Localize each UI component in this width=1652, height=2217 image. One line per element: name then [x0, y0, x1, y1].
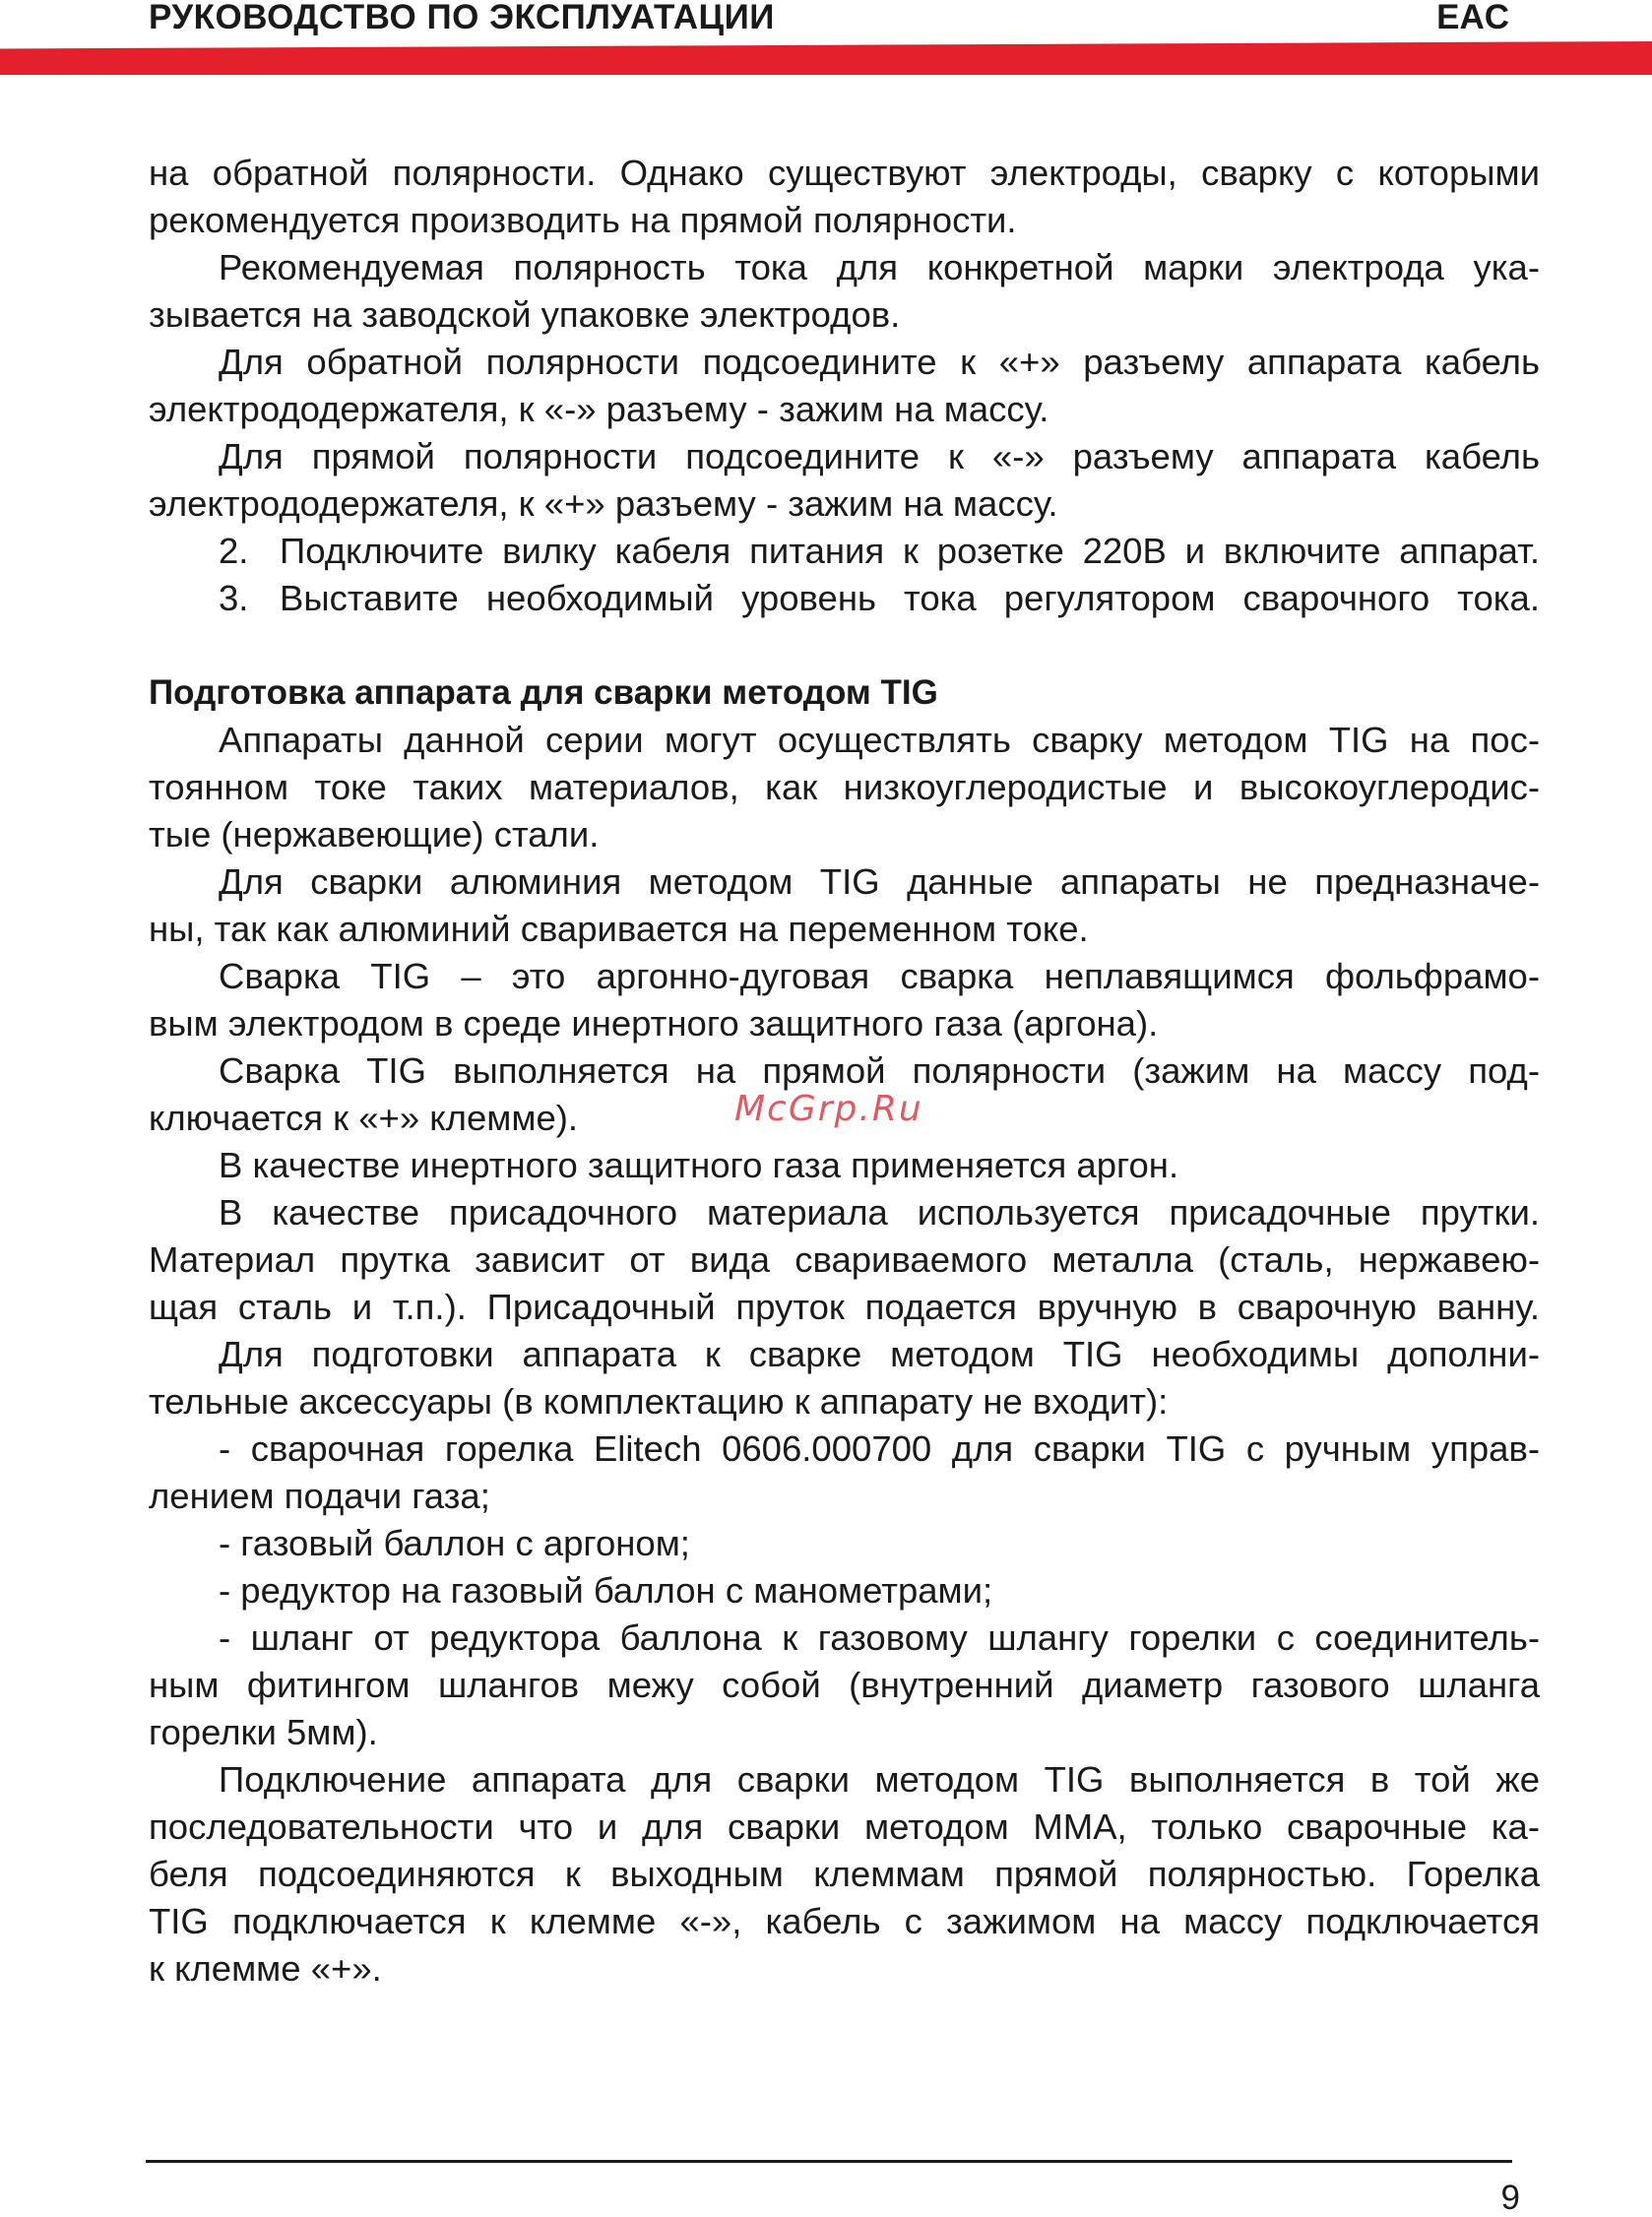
text-line: Сварка TIG – это аргонно-дуговая сварка неплавящимся фольфрамо-	[219, 956, 1540, 996]
text-line: электрододержателя, к «+» разъему - зажим на массу.	[149, 483, 1058, 524]
text-line: Аппараты данной серии могут осуществлять сварку методом TIG на пос-	[219, 720, 1540, 760]
section-heading: Подготовка аппарата для сварки методом TIG	[149, 673, 938, 712]
text-line: Материал прутка зависит от вида свариваемого металла (сталь, нержавею-	[149, 1239, 1540, 1280]
eac-mark: EAC	[1436, 0, 1509, 36]
footer-divider	[146, 2160, 1512, 2163]
step-text: Подключите вилку кабеля питания к розетке 220В и включите аппарат.	[280, 531, 1540, 571]
text-line: последовательности что и для сварки методом ММА, только сварочные ка-	[149, 1806, 1540, 1847]
text-line: щая сталь и т.п.). Присадочный пруток подается вручную в сварочную ванну.	[149, 1287, 1540, 1327]
text-line: Рекомендуемая полярность тока для конкретной марки электрода ука-	[219, 247, 1540, 287]
text-line: тоянном токе таких материалов, как низкоуглеродистые и высокоуглеродис-	[149, 767, 1540, 807]
text-line: ключается к «+» клемме).	[149, 1098, 579, 1138]
text-line: горелки 5мм).	[149, 1712, 378, 1752]
text-line: Для подготовки аппарата к сварке методом TIG необходимы дополни-	[219, 1334, 1540, 1374]
text-line: Для сварки алюминия методом TIG данные аппараты не предназначе-	[219, 861, 1540, 902]
text-line: тельные аксессуары (в комплектацию к аппарату не входит):	[149, 1381, 1169, 1422]
text-line: В качестве присадочного материала используется присадочные прутки.	[219, 1192, 1540, 1233]
list-item: - редуктор на газовый баллон с манометрами;	[219, 1570, 993, 1611]
header-title: РУКОВОДСТВО ПО ЭКСПЛУАТАЦИИ	[149, 0, 775, 36]
text-line: В качестве инертного защитного газа применяется аргон.	[219, 1145, 1179, 1185]
watermark: McGrp.Ru	[734, 1089, 923, 1129]
page-header	[0, 0, 1652, 79]
text-line: электрододержателя, к «-» разъему - зажим на массу.	[149, 389, 1049, 429]
text-line: TIG подключается к клемме «-», кабель с зажимом на массу подключается	[149, 1901, 1540, 1941]
list-item: - газовый баллон с аргоном;	[219, 1523, 690, 1563]
text-line: беля подсоединяются к выходным клеммам прямой полярностью. Горелка	[149, 1854, 1540, 1894]
step-text: Выставите необходимый уровень тока регулятором сварочного тока.	[280, 578, 1540, 618]
spacer	[149, 622, 1540, 669]
step-item	[149, 528, 1540, 575]
text-line: к клемме «+».	[149, 1948, 382, 1989]
step-number: 2.	[219, 531, 249, 571]
text-line: на обратной полярности. Однако существуют электроды, сварку с которыми	[149, 153, 1540, 193]
text-line: зывается на заводской упаковке электродов.	[149, 294, 901, 335]
text-line: лением подачи газа;	[149, 1476, 490, 1516]
list-item: - шланг от редуктора баллона к газовому шлангу горелки с соединитель-	[219, 1617, 1540, 1658]
text-line: ны, так как алюминий сваривается на переменном токе.	[149, 909, 1089, 949]
text-line: Для обратной полярности подсоедините к «+» разъему аппарата кабель	[219, 342, 1540, 382]
page-content	[149, 150, 1540, 1993]
step-item	[149, 575, 1540, 622]
text-line: Для прямой полярности подсоедините к «-» разъему аппарата кабель	[219, 436, 1540, 476]
step-number: 3.	[219, 578, 249, 618]
list-item: - сварочная горелка Elitech 0606.000700 для сварки TIG с ручным управ-	[219, 1428, 1540, 1469]
text-line: ным фитингом шлангов межу собой (внутренний диаметр газового шланга	[149, 1665, 1540, 1705]
text-line: Сварка TIG выполняется на прямой полярности (зажим на массу под-	[219, 1050, 1540, 1091]
text-line: рекомендуется производить на прямой полярности.	[149, 200, 1017, 240]
text-line: тые (нержавеющие) стали.	[149, 814, 600, 855]
text-line: вым электродом в среде инертного защитного газа (аргона).	[149, 1003, 1159, 1044]
page-number: 9	[1500, 2179, 1520, 2217]
text-line: Подключение аппарата для сварки методом TIG выполняется в той же	[219, 1759, 1540, 1800]
header-red-band	[0, 41, 1652, 75]
